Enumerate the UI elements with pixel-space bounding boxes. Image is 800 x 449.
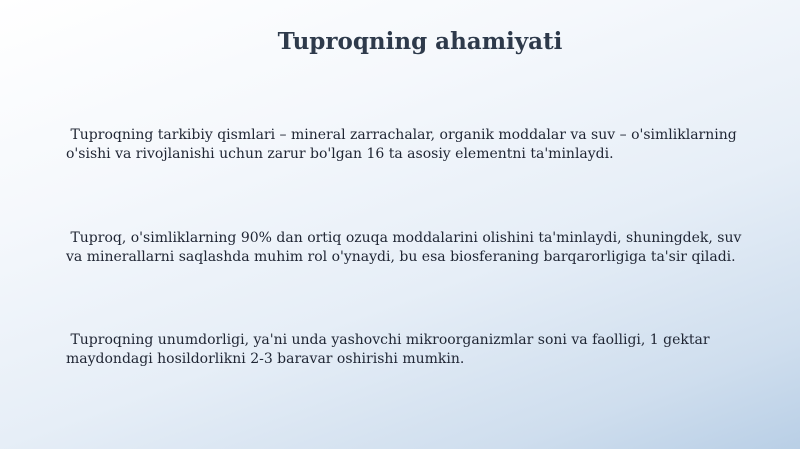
paragraph-nutrients: Tuproq, o'simliklarning 90% dan ortiq ozuqa moddalarini olishini ta'minlaydi, shuningdek, suv va minerallarni saqlashda muhim rol o'ynaydi, bu esa biosferaning barqarorligiga ta'sir qiladi.	[66, 230, 746, 265]
slide-title: Tuproqning ahamiyati	[277, 28, 563, 55]
paragraph-soil-components: Tuproqning tarkibiy qismlari – mineral zarrachalar, organik moddalar va suv – o'simliklarning o'sishi va rivojlanishi uchun zarur bo'lgan 16 ta asosiy elementni ta'minlaydi.	[66, 127, 742, 162]
paragraph-fertility: Tuproqning unumdorligi, ya'ni unda yashovchi mikroorganizmlar soni va faolligi, 1 gektar maydondagi hosildorlikni 2-3 baravar oshirishi mumkin.	[66, 332, 714, 367]
